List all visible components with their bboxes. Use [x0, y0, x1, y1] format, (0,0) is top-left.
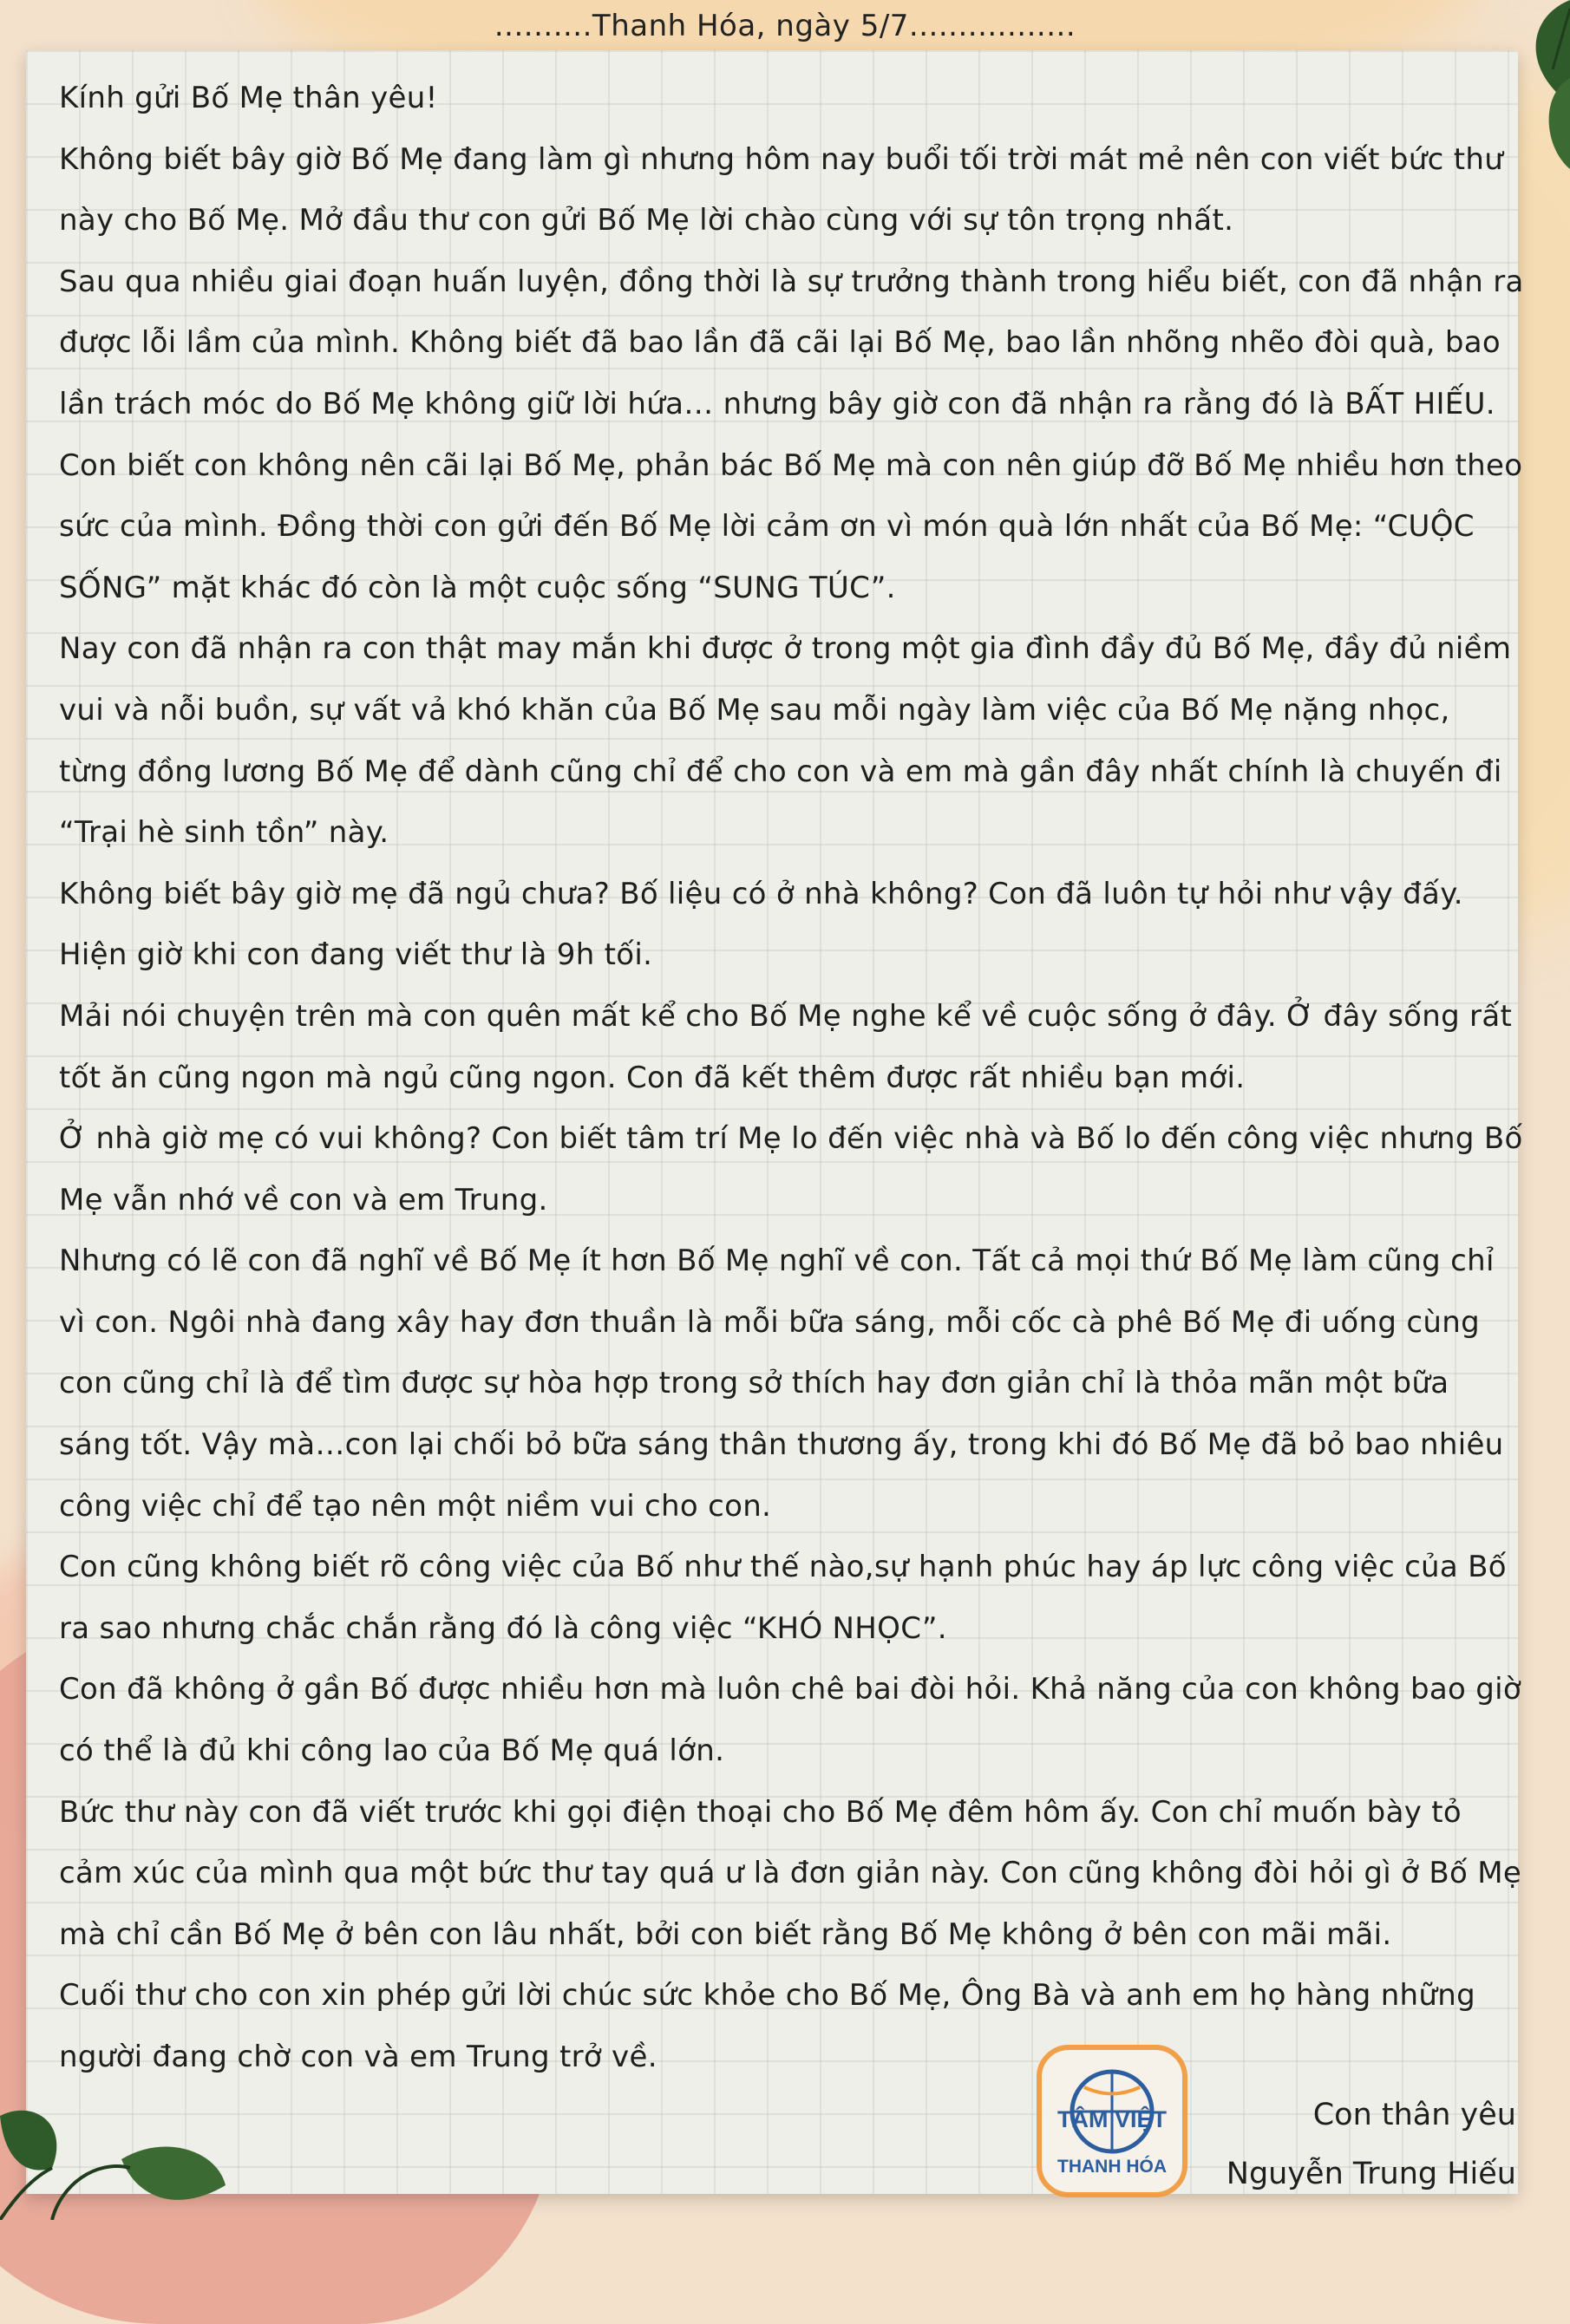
leaf-decoration-bottom-left [0, 2064, 260, 2220]
letter-paragraph: Nhưng có lẽ con đã nghĩ về Bố Mẹ ít hơn Bố Mẹ nghĩ về con. Tất cả mọi thứ Bố Mẹ làm cũng chỉ vì con. Ngôi nhà đang xây hay đơn thuần là mỗi bữa sáng, mỗi cốc cà phê Bố Mẹ đi uống cùng con cũng chỉ là để tìm được sự hòa hợp trong sở thích hay đơn giản chỉ là thỏa mãn một bữa sáng tốt. Vậy mà…con lại chối bỏ bữa sáng thân thương ấy, trong khi đó Bố Mẹ đã bỏ bao nhiêu công việc chỉ để tạo nên một niềm vui cho con. [59, 1244, 1504, 1524]
letter-paragraph: Ở nhà giờ mẹ có vui không? Con biết tâm trí Mẹ lo đến việc nhà và Bố lo đến công việc nhưng Bố Mẹ vẫn nhớ về con và em Trung. [59, 1121, 1523, 1217]
logo-text-line2: THANH HÓA [1057, 2157, 1167, 2177]
logo-text-line1: TÂM VIỆT [1057, 2106, 1167, 2132]
letter-paragraph: Không biết bây giờ mẹ đã ngủ chưa? Bố liệu có ở nhà không? Con đã luôn tự hỏi như vậy đấy. Hiện giờ khi con đang viết thư là 9h tối. [59, 876, 1463, 973]
place-date-line: ..........Thanh Hóa, ngày 5/7................. [494, 9, 1076, 43]
letter-paragraph: Nay con đã nhận ra con thật may mắn khi được ở trong một gia đình đầy đủ Bố Mẹ, đầy đủ niềm vui và nỗi buồn, sự vất vả khó khăn của Bố Mẹ sau mỗi ngày làm việc của Bố Mẹ nặng nhọc, từng đồng lương Bố Mẹ để dành cũng chỉ để cho con và em mà gần đây nhất chính là chuyến đi “Trại hè sinh tồn” này. [59, 631, 1512, 851]
letter-paragraph: Mải nói chuyện trên mà con quên mất kể cho Bố Mẹ nghe kể về cuộc sống ở đây. Ở đây sống rất tốt ăn cũng ngon mà ngủ cũng ngon. Con đã kết thêm được rất nhiều bạn mới. [59, 998, 1513, 1095]
letter-paragraph: Con biết con không nên cãi lại Bố Mẹ, phản bác Bố Mẹ mà con nên giúp đỡ Bố Mẹ nhiều hơn theo sức của mình. Đồng thời con gửi đến Bố Mẹ lời cảm ơn vì món quà lớn nhất của Bố Mẹ: “CUỘC SỐNG” mặt khác đó còn là một cuộc sống “SUNG TÚC”. [59, 447, 1523, 605]
letter-paragraph: Sau qua nhiều giai đoạn huấn luyện, đồng thời là sự trưởng thành trong hiểu biết, con đã nhận ra được lỗi lầm của mình. Không biết đã bao lần đã cãi lại Bố Mẹ, bao lần nhõng nhẽo đòi quà, bao lần trách móc do Bố Mẹ không giữ lời hứa… nhưng bây giờ con đã nhận ra rằng đó là BẤT HIẾU. [59, 264, 1524, 421]
signature-block [1227, 2086, 1516, 2203]
signature-closing: Con thân yêu [1312, 2098, 1516, 2132]
letter-body [59, 68, 1525, 2088]
letter-greeting: Kính gửi Bố Mẹ thân yêu! [59, 81, 438, 115]
letter-paragraph: Không biết bây giờ Bố Mẹ đang làm gì nhưng hôm nay buổi tối trời mát mẻ nên con viết bức thư này cho Bố Mẹ. Mở đầu thư con gửi Bố Mẹ lời chào cùng với sự tôn trọng nhất. [59, 141, 1504, 238]
signature-name: Nguyễn Trung Hiếu [1226, 2157, 1516, 2191]
letter-paragraph: Con cũng không biết rõ công việc của Bố như thế nào,sự hạnh phúc hay áp lực công việc của Bố ra sao nhưng chắc chắn rằng đó là công việc “KHÓ NHỌC”. [59, 1550, 1507, 1646]
letter-paragraph: Bức thư này con đã viết trước khi gọi điện thoại cho Bố Mẹ đêm hôm ấy. Con chỉ muốn bày tỏ cảm xúc của mình qua một bức thư tay quá ư là đơn giản này. Con cũng không đòi hỏi gì ở Bố Mẹ mà chỉ cần Bố Mẹ ở bên con lâu nhất, bởi con biết rằng Bố Mẹ không ở bên con mãi mãi. [59, 1794, 1522, 1952]
letter-paragraph: Cuối thư cho con xin phép gửi lời chúc sức khỏe cho Bố Mẹ, Ông Bà và anh em họ hàng những người đang chờ con và em Trung trở về. [59, 1978, 1475, 2074]
tam-viet-logo [1034, 2042, 1190, 2200]
letter-paragraph: Con đã không ở gần Bố được nhiều hơn mà luôn chê bai đòi hỏi. Khả năng của con không bao giờ có thể là đủ khi công lao của Bố Mẹ quá lớn. [59, 1672, 1521, 1769]
